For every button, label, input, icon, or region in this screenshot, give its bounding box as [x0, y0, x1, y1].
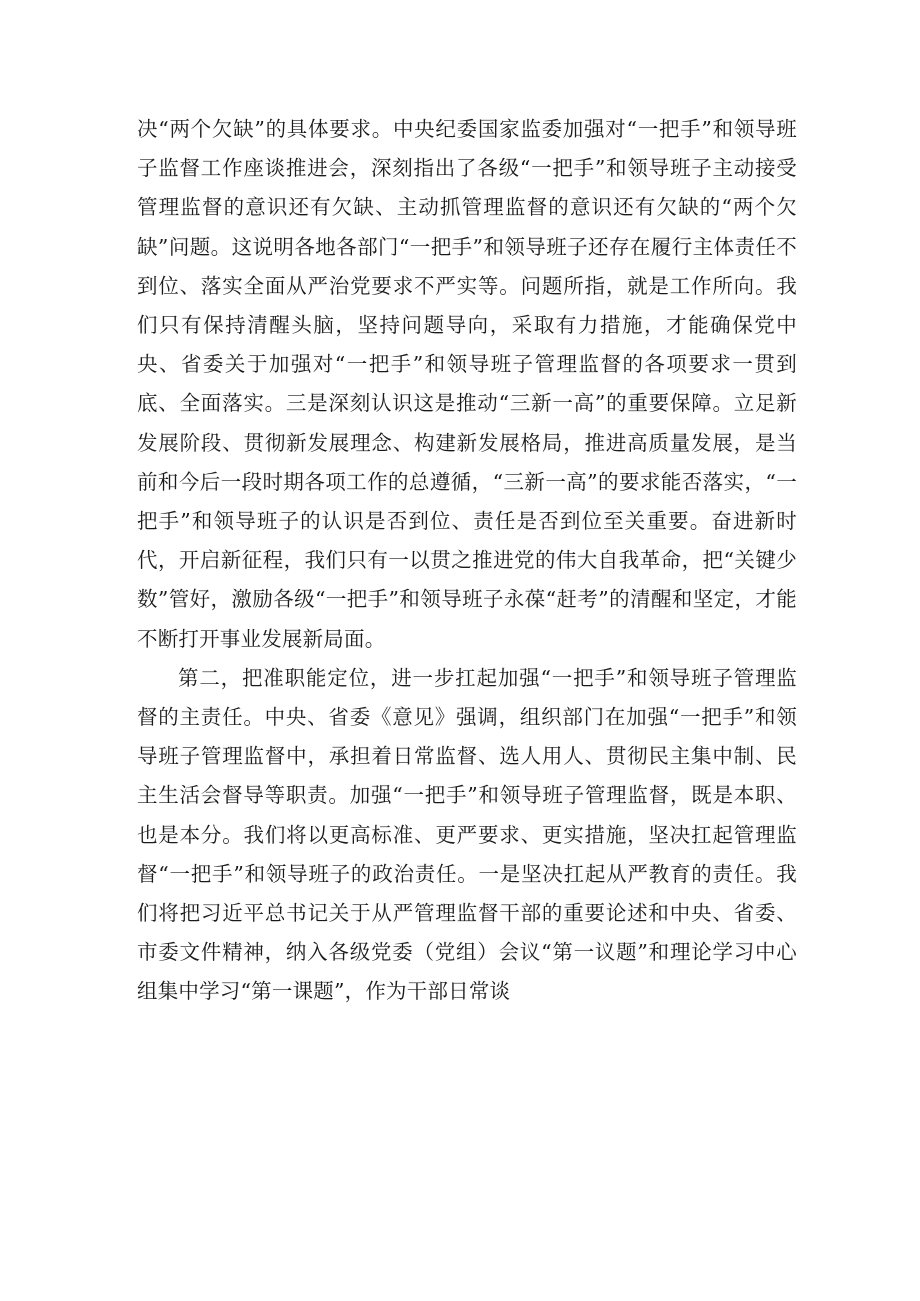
document-body [137, 110, 797, 1012]
paragraph-continued: 决“两个欠缺”的具体要求。中央纪委国家监委加强对“一把手”和领导班子监督工作座谈推进会，深刻指出了各级“一把手”和领导班子主动接受管理监督的意识还有欠缺、主动抓管理监督的意识还有欠缺的“两个欠缺”问题。这说明各地各部门“一把手”和领导班子还存在履行主体责任不到位、落实全面从严治党要求不严实等。问题所指，就是工作所向。我们只有保持清醒头脑，坚持问题导向，采取有力措施，才能确保党中央、省委关于加强对“一把手”和领导班子管理监督的各项要求一贯到底、全面落实。三是深刻认识这是推动“三新一高”的重要保障。立足新发展阶段、贯彻新发展理念、构建新发展格局，推进高质量发展，是当前和今后一段时期各项工作的总遵循，“三新一高”的要求能否落实，“一把手”和领导班子的认识是否到位、责任是否到位至关重要。奋进新时代，开启新征程，我们只有一以贯之推进党的伟大自我革命，把“关键少数”管好，激励各级“一把手”和领导班子永葆“赶考”的清醒和坚定，才能不断打开事业发展新局面。 [137, 117, 797, 651]
paragraph-second-point: 第二，把准职能定位，进一步扛起加强“一把手”和领导班子管理监督的主责任。中央、省委《意见》强调，组织部门在加强“一把手”和领导班子管理监督中，承担着日常监督、选人用人、贯彻民主集中制、民主生活会督导等职责。加强“一把手”和领导班子管理监督，既是本职、也是本分。我们将以更高标准、更严要求、更实措施，坚决扛起管理监督“一把手”和领导班子的政治责任。一是坚决扛起从严教育的责任。我们将把习近平总书记关于从严管理监督干部的重要论述和中央、省委、市委文件精神，纳入各级党委（党组）会议“第一议题”和理论学习中心组集中学习“第一课题”，作为干部日常谈 [137, 665, 797, 1004]
